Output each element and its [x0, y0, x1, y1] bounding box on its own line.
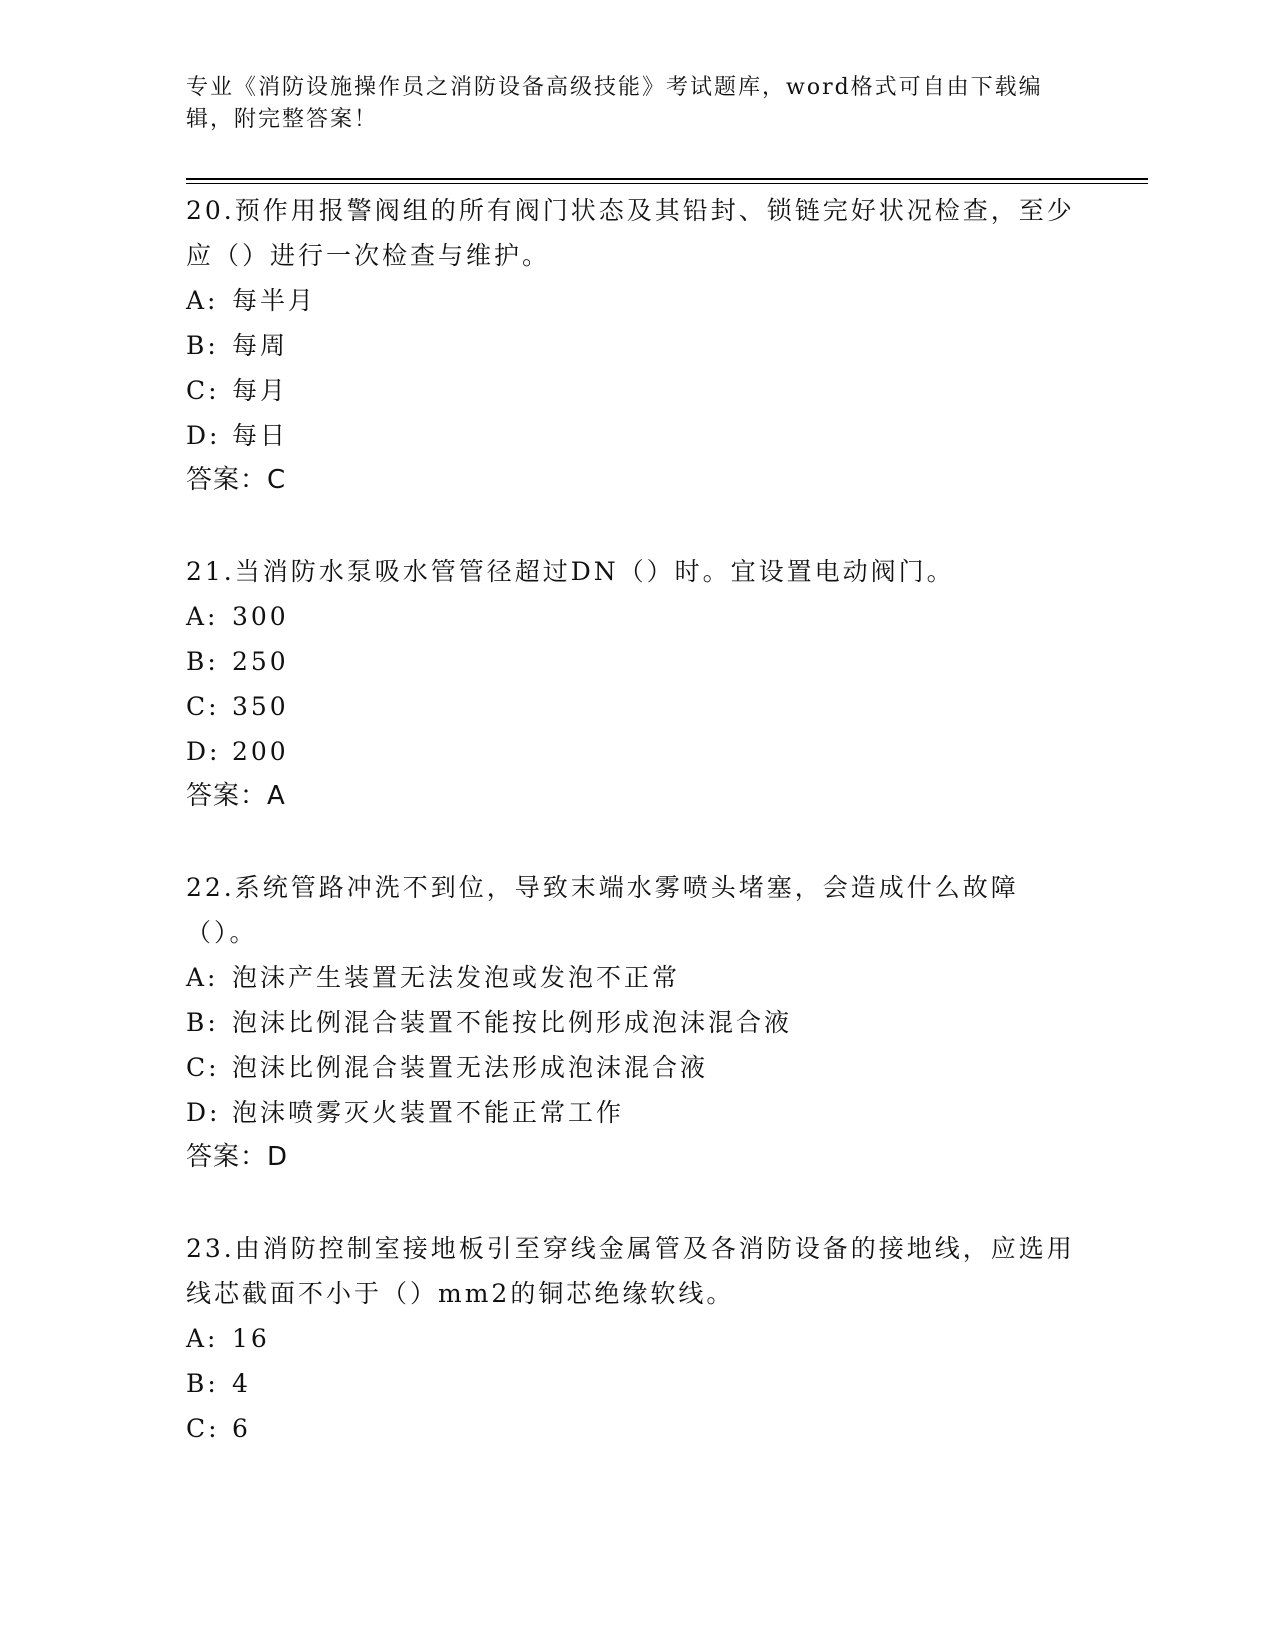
option-text: 300 — [232, 602, 289, 631]
answer-line: 答案：A — [186, 781, 286, 811]
option-key: B: — [186, 331, 219, 360]
answer-line: 答案：C — [186, 465, 287, 495]
option-text: 每半月 — [232, 286, 317, 315]
document-intro: 专业《消防设施操作员之消防设备高级技能》考试题库，word格式可自由下载编辑，附完整答案！ — [186, 75, 1043, 132]
option-key: A: — [186, 963, 219, 992]
header-divider-thin — [186, 183, 1148, 184]
option-text: 每周 — [232, 331, 289, 360]
option-b — [186, 323, 1086, 368]
option-text: 泡沫喷雾灭火装置不能正常工作 — [232, 1098, 625, 1127]
option-text: 每日 — [232, 421, 289, 450]
question-item — [186, 865, 1086, 1180]
option-a — [186, 1316, 1086, 1361]
option-b — [186, 639, 1086, 684]
option-key: C: — [186, 1414, 220, 1443]
option-c — [186, 1045, 1086, 1090]
option-key: B: — [186, 1369, 219, 1398]
option-c — [186, 684, 1086, 729]
option-key: B: — [186, 1008, 219, 1037]
option-key: D: — [186, 421, 221, 450]
option-key: B: — [186, 647, 219, 676]
option-a — [186, 594, 1086, 639]
question-stem: 22.系统管路冲洗不到位，导致末端水雾喷头堵塞，会造成什么故障（）。 — [186, 873, 1019, 947]
question-stem: 21.当消防水泵吸水管管径超过DN（）时。宜设置电动阀门。 — [186, 557, 955, 586]
option-key: D: — [186, 737, 221, 766]
question-list — [186, 188, 1086, 1497]
option-d — [186, 413, 1086, 458]
option-d — [186, 729, 1086, 774]
option-text: 泡沫产生装置无法发泡或发泡不正常 — [232, 963, 681, 992]
option-a — [186, 955, 1086, 1000]
option-b — [186, 1361, 1086, 1406]
option-text: 16 — [232, 1324, 270, 1353]
option-text: 泡沫比例混合装置不能按比例形成泡沫混合液 — [232, 1008, 793, 1037]
header-divider-thick — [186, 178, 1148, 180]
option-text: 200 — [232, 737, 289, 766]
option-key: C: — [186, 692, 220, 721]
question-item — [186, 1226, 1086, 1451]
option-key: A: — [186, 286, 219, 315]
option-key: D: — [186, 1098, 221, 1127]
question-stem: 20.预作用报警阀组的所有阀门状态及其铅封、锁链完好状况检查，至少应（）进行一次检查与维护。 — [186, 196, 1075, 270]
option-text: 350 — [232, 692, 289, 721]
option-key: A: — [186, 1324, 219, 1353]
option-a — [186, 278, 1086, 323]
option-text: 泡沫比例混合装置无法形成泡沫混合液 — [232, 1053, 709, 1082]
option-d — [186, 1090, 1086, 1135]
question-stem: 23.由消防控制室接地板引至穿线金属管及各消防设备的接地线，应选用线芯截面不小于（）mm2的铜芯绝缘软线。 — [186, 1234, 1075, 1308]
question-item — [186, 549, 1086, 819]
option-text: 4 — [232, 1369, 251, 1398]
option-c — [186, 368, 1086, 413]
option-text: 每月 — [232, 376, 289, 405]
question-item — [186, 188, 1086, 503]
option-key: A: — [186, 602, 219, 631]
option-key: C: — [186, 1053, 220, 1082]
option-text: 250 — [232, 647, 289, 676]
option-key: C: — [186, 376, 220, 405]
option-text: 6 — [232, 1414, 251, 1443]
option-b — [186, 1000, 1086, 1045]
option-c — [186, 1406, 1086, 1451]
answer-line: 答案：D — [186, 1142, 289, 1172]
